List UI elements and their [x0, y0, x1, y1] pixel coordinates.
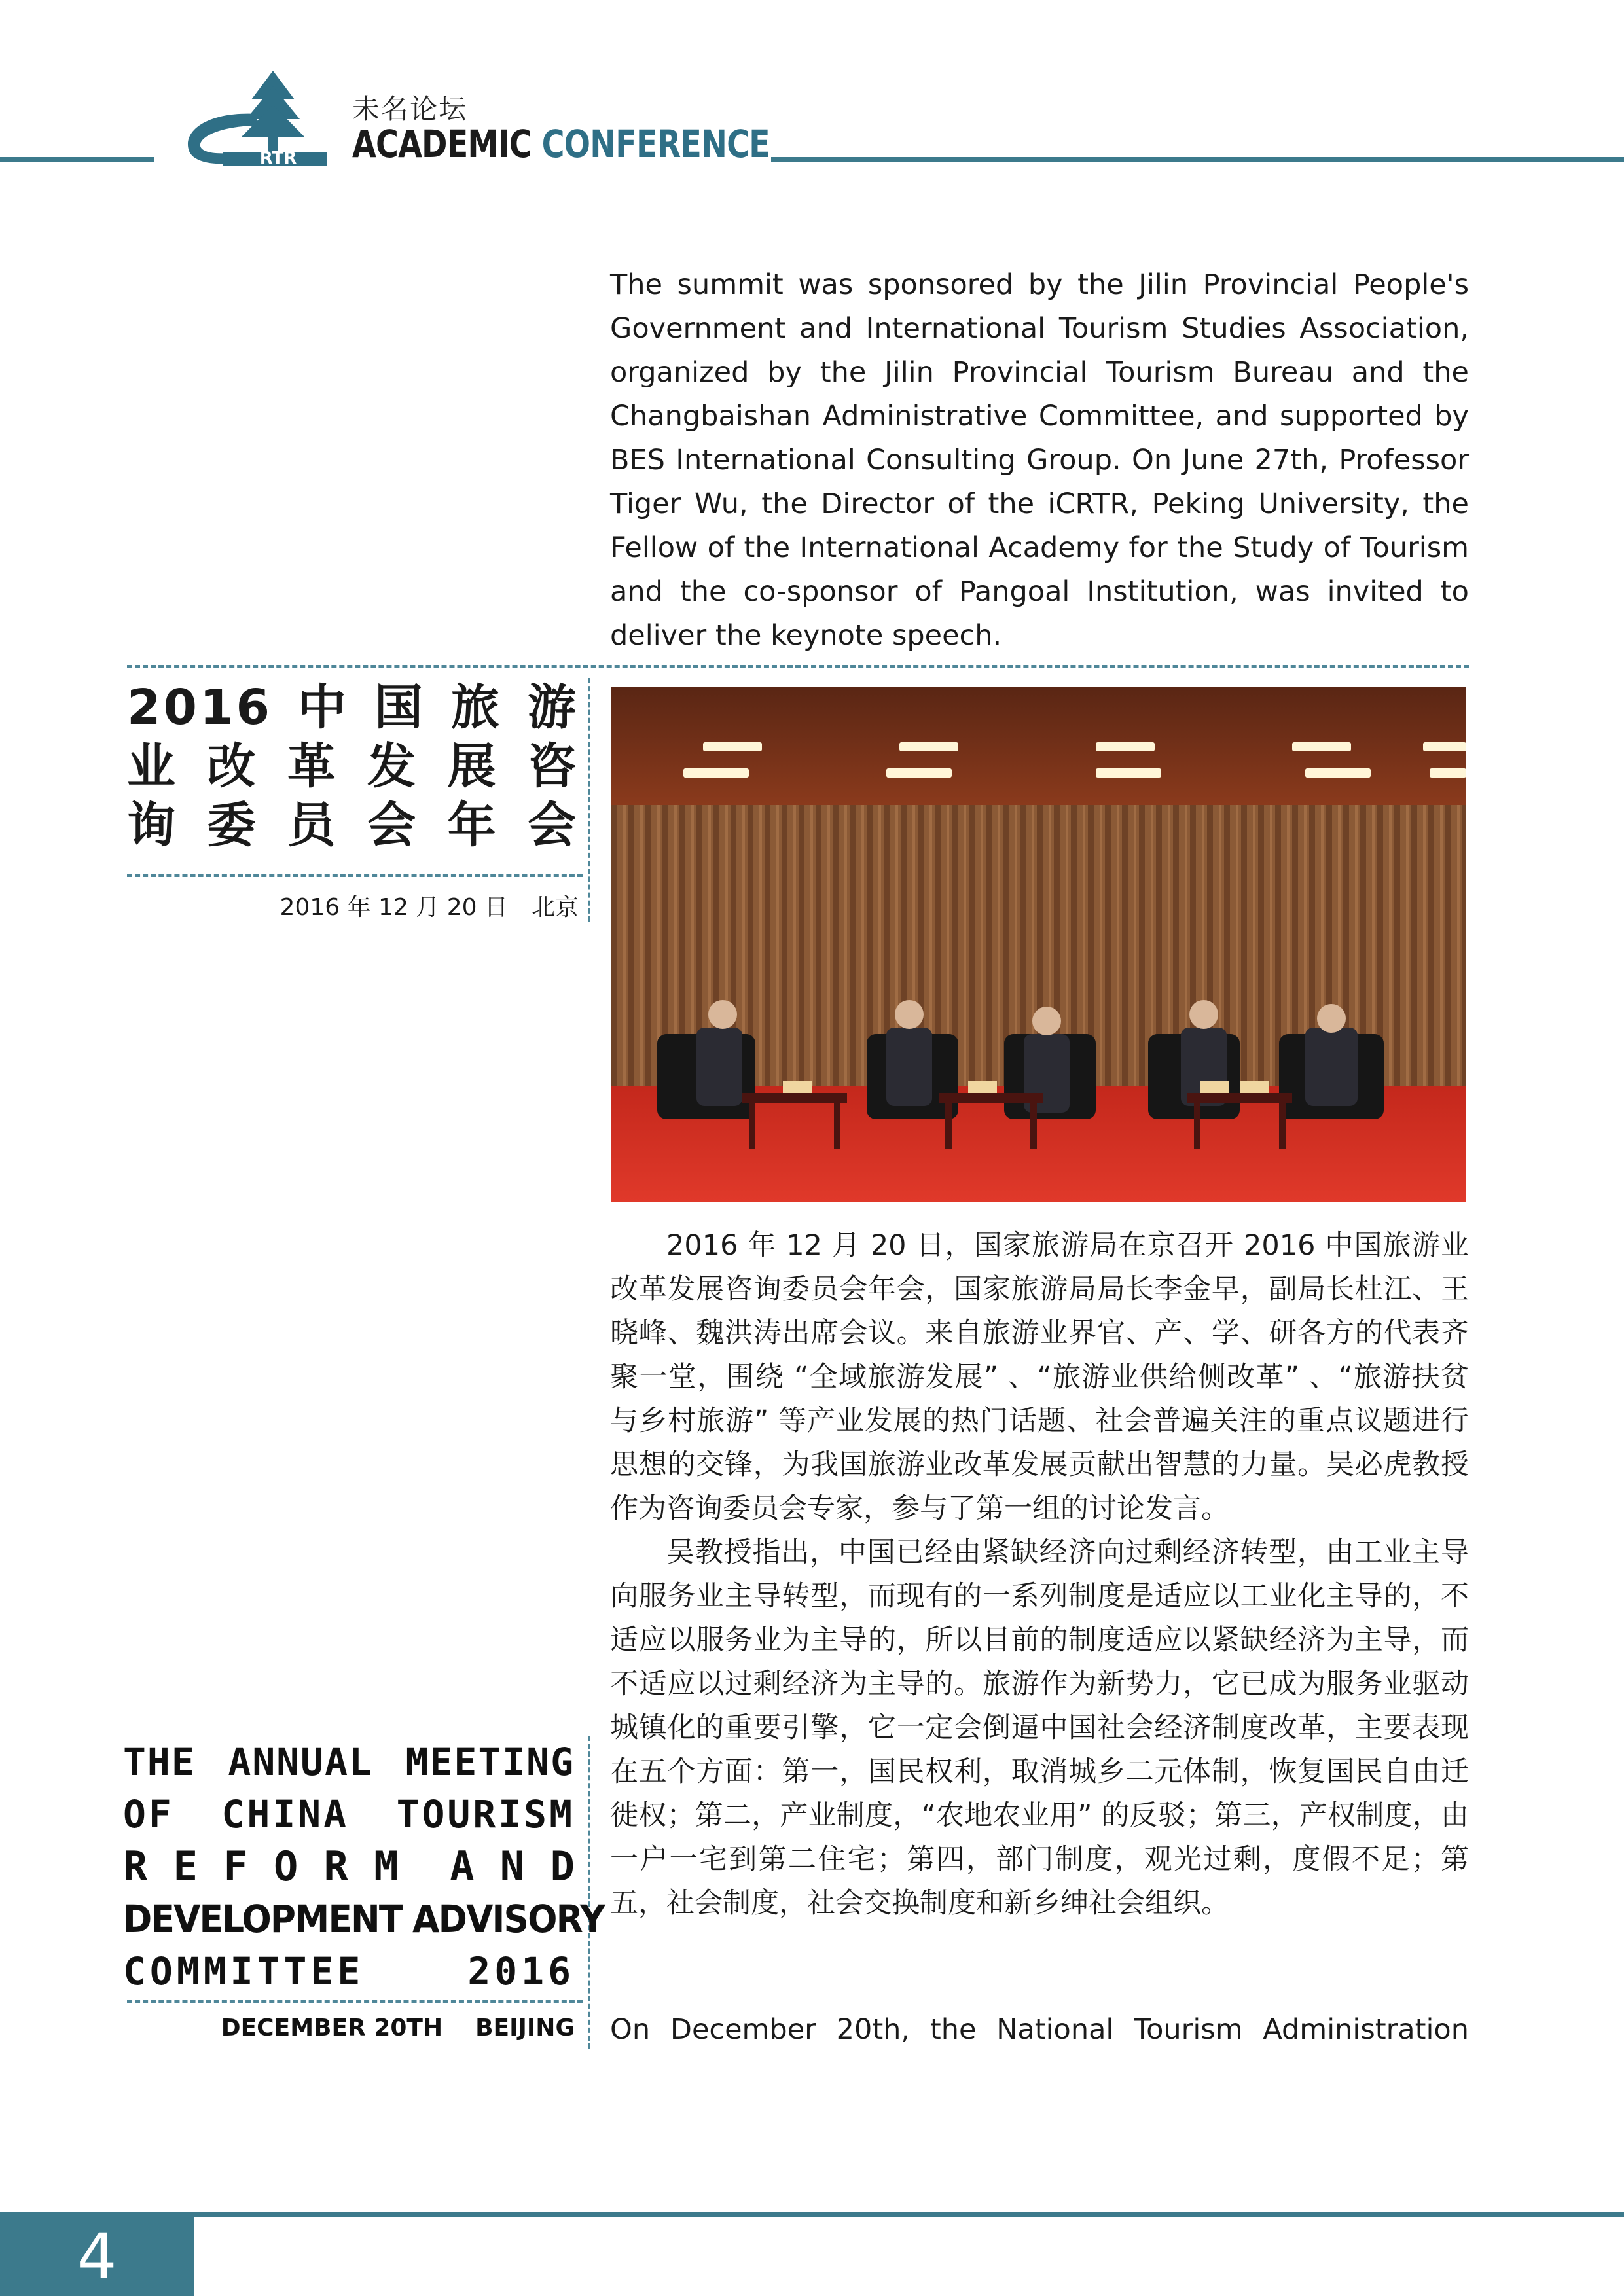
divider-dashed-vertical-lower	[588, 1736, 590, 2049]
en-title-char: D	[550, 1842, 575, 1890]
cn-paragraph: 吴教授指出，中国已经由紧缺经济向过剩经济转型，由工业主导向服务业主导转型，而现有的一系列制度是适应以工业化主导的，不适应以服务业为主导的，所以目前的制度适应以紧缺经济为主导，而不适应以过剩经济为主导的。旅游作为新势力，它已成为服务业驱动城镇化的重要引擎，它一定会倒逼中国社会经济制度改革，主要表现在五个方面：第一，国民权利，取消城乡二元体制，恢复国民自由迁徙权；第二，产业制度，“农地农业用” 的反驳；第三，产权制度，由一户一宅到第二住宅；第四，部门制度，观光过剩，度假不足；第五，社会制度，社会交换制度和新乡绅社会组织。	[610, 1536, 1469, 1920]
footer-rule	[0, 2212, 1624, 2217]
en-title-line: THE ANNUAL MEETING	[123, 1740, 575, 1784]
en-location: BEIJING	[475, 2015, 575, 2041]
svg-text:RTR: RTR	[259, 149, 297, 168]
cn-title-char: 2016	[127, 679, 272, 736]
en-title-char: M	[374, 1842, 399, 1890]
en-title-char: E	[173, 1842, 198, 1890]
cn-title-char: 中	[297, 679, 349, 736]
cn-title-char: 年	[447, 797, 499, 853]
header-rule-left	[0, 157, 154, 162]
intro-paragraph-en: The summit was sponsored by the Jilin Provincial People's Government and International Tourism Studies Association, organized by the Jilin Provincial Tourism Bureau and the Changbaishan Administrative Committee, and supported by BES International Consulting Group. On June 27th, Professor Tiger Wu, the Director of the iCRTR, Peking University, the Fellow of the International Academy for the Study of Tourism and the co-sponsor of Pangoal Institution, was invited to deliver the keynote speech.	[610, 268, 1469, 652]
cn-date-location: 2016 年 12 月 20 日 北京	[280, 894, 579, 921]
cn-title-char: 员	[287, 797, 338, 853]
outro-paragraph-en: On December 20th, the National Tourism Administration	[610, 2013, 1469, 2046]
cn-title-char: 询	[127, 797, 178, 853]
conference-title-word1: ACADEMIC	[352, 122, 532, 166]
cn-paragraph: 2016 年 12 月 20 日，国家旅游局在京召开 2016 中国旅游业改革发展咨询委员会年会，国家旅游局局长李金早，副局长杜江、王晓峰、魏洪涛出席会议。来自旅游业界官、产、学、研各方的代表齐聚一堂，围绕 “全域旅游发展” 、“旅游业供给侧改革” 、“旅游扶贫与乡村旅游” 等产业发展的热门话题、社会普遍关注的重点议题进行思想的交锋，为我国旅游业改革发展贡献出智慧的力量。吴必虎教授作为咨询委员会专家，参与了第一组的讨论发言。	[610, 1229, 1469, 1525]
cn-title-char: 咨	[527, 738, 579, 795]
cn-title-char: 展	[447, 738, 499, 795]
conference-title-word2: CONFERENCE	[541, 122, 770, 166]
en-title-row	[123, 1945, 575, 1998]
en-title-line: COMMITTEE 2016	[123, 1949, 575, 1994]
en-title	[123, 1736, 604, 1998]
cn-title-char: 旅	[450, 679, 502, 736]
cn-title-char: 游	[527, 679, 579, 736]
en-title-row	[123, 1840, 575, 1893]
en-title-char: N	[499, 1842, 525, 1890]
meeting-photo	[611, 687, 1466, 1202]
cn-title-row	[127, 796, 579, 855]
header-rule-right	[771, 157, 1624, 162]
crtr-logo	[183, 65, 334, 170]
cn-title-char: 业	[127, 738, 178, 795]
cn-body	[610, 1224, 1469, 1926]
en-title-row	[123, 1736, 575, 1788]
en-title-char: A	[450, 1842, 475, 1890]
divider-dashed-cn-title	[127, 874, 583, 877]
en-title-char: R	[323, 1842, 348, 1890]
divider-dashed-en-title	[127, 2000, 583, 2003]
divider-dashed-vertical-upper	[588, 678, 590, 922]
cn-title-char: 改	[207, 738, 259, 795]
conference-title	[352, 122, 770, 166]
divider-dashed-top	[127, 665, 1469, 668]
cn-title-char: 会	[367, 797, 419, 853]
en-date-location	[127, 2015, 575, 2041]
cn-title-char: 会	[527, 797, 579, 853]
en-title-row	[123, 1893, 604, 1945]
cn-title-char: 革	[287, 738, 338, 795]
forum-name-cn: 未名论坛	[352, 93, 468, 125]
cn-title-char: 发	[367, 738, 419, 795]
en-title-row	[123, 1788, 575, 1840]
en-title-char: R	[123, 1842, 148, 1890]
cn-title-char: 委	[207, 797, 259, 853]
panel-discussion-photo-icon	[611, 687, 1466, 1202]
en-title-line: DEVELOPMENT ADVISORY	[123, 1897, 604, 1941]
cn-title-char: 国	[374, 679, 425, 736]
en-date: DECEMBER 20TH	[221, 2015, 443, 2041]
en-title-line: OF CHINA TOURISM	[123, 1792, 575, 1837]
pine-tree-logo-icon	[183, 65, 334, 170]
cn-title-row	[127, 678, 579, 737]
cn-title	[127, 678, 579, 855]
en-title-char: O	[273, 1842, 298, 1890]
page-number: 4	[0, 2217, 194, 2296]
cn-title-row	[127, 737, 579, 796]
en-title-char: F	[223, 1842, 248, 1890]
